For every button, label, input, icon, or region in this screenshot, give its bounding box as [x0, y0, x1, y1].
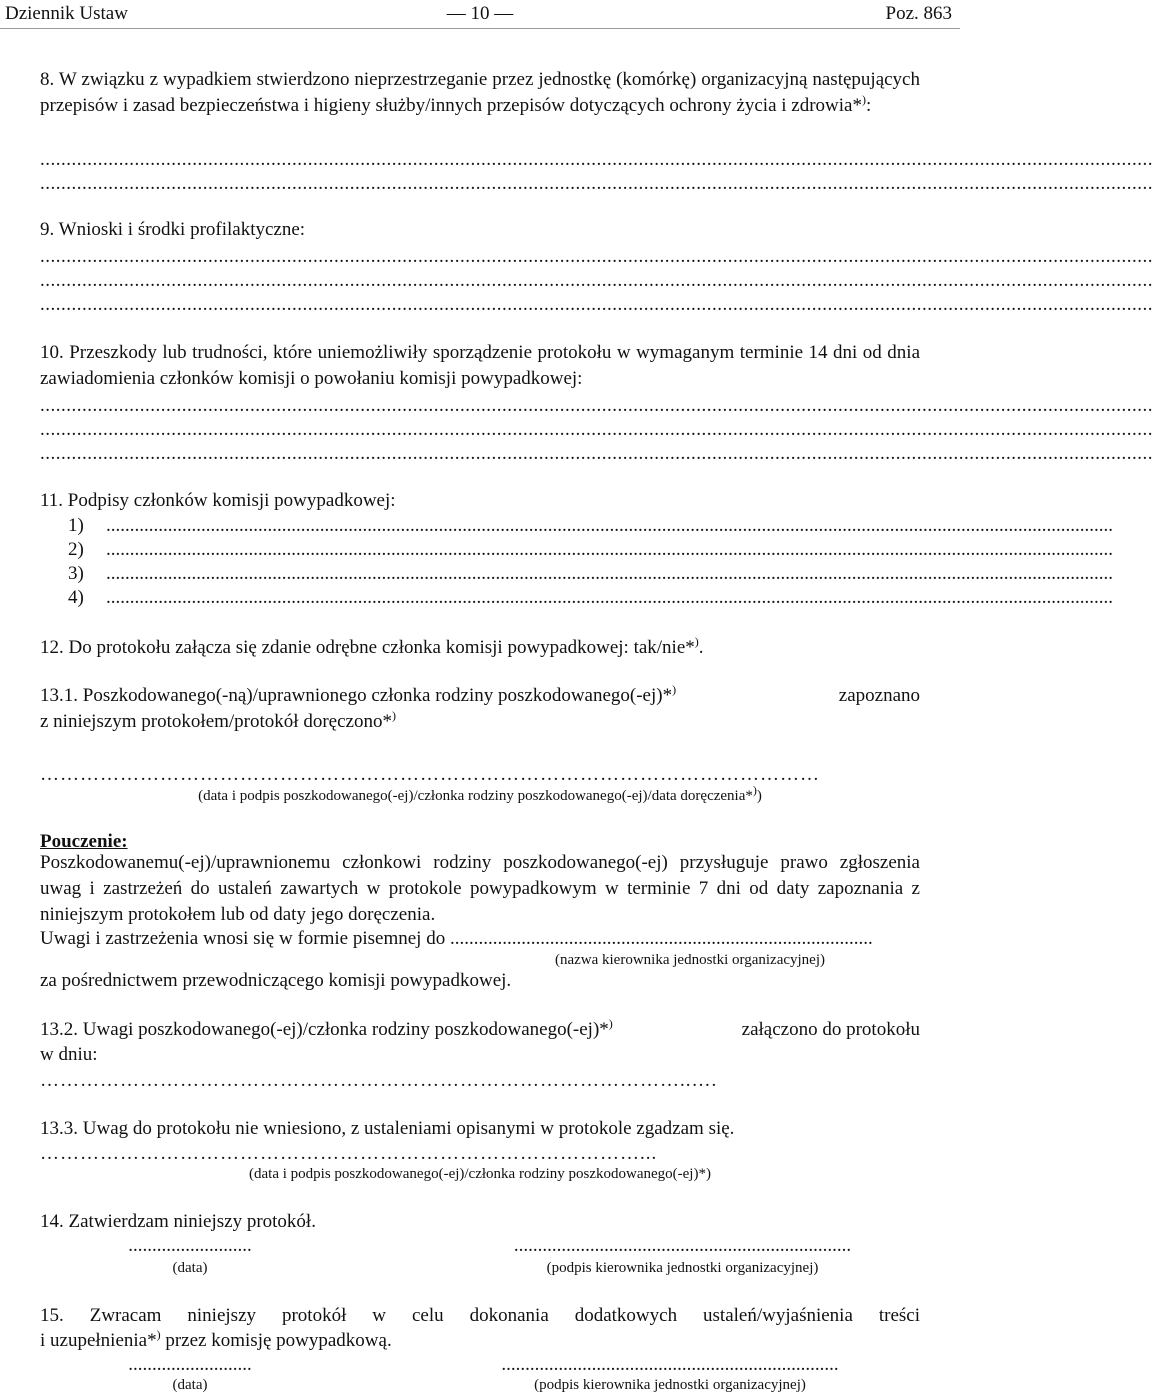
- item-number: 1): [68, 515, 84, 536]
- signature-ellipsis: ………………………………………………………………………………………………………: [40, 764, 820, 785]
- uwagi-text: Uwagi i zastrzeżenia wnosi się w formie pisemnej do: [40, 928, 446, 949]
- section-12-period: .: [698, 637, 704, 658]
- footnote-marker: ): [861, 92, 866, 107]
- fill-line: ....................................................................................................................................................................................................................: [40, 419, 1153, 440]
- section-13-1-line1: [40, 683, 920, 709]
- section-8-colon: :: [865, 95, 872, 116]
- date-ellipsis: ……………………………………………………………………………………..….: [40, 1070, 718, 1091]
- section-14: 14. Zatwierdzam niniejszy protokół.: [40, 1211, 316, 1232]
- fill-dots: .........................................................................................: [449, 928, 873, 949]
- header-divider: [0, 28, 960, 29]
- section-13-1-text2: z niniejszym protokołem/protokół doręczono*: [40, 711, 392, 732]
- section-13-1-tail: zapoznano: [838, 685, 920, 706]
- posrednictwo-text: za pośrednictwem przewodniczącego komisji powypadkowej.: [40, 970, 512, 991]
- fill-dots: ....................................................................................................................................................................................................................: [106, 539, 1113, 560]
- page-number: — 10 —: [446, 3, 514, 24]
- signature-caption: (podpis kierownika jednostki organizacyjnej): [534, 1377, 806, 1393]
- fill-line: ....................................................................................................................................................................................................................: [40, 443, 1153, 464]
- section-11-heading: 11. Podpisy członków komisji powypadkowej:: [40, 490, 396, 511]
- fill-line: ....................................................................................................................................................................................................................: [40, 173, 1153, 194]
- date-dots: ..........................: [128, 1235, 252, 1256]
- footnote-marker: ): [672, 682, 677, 697]
- section-13-3: 13.3. Uwag do protokołu nie wniesiono, z ustaleniami opisanymi w protokole zgadzam się.: [40, 1118, 735, 1139]
- section-13-2-text: 13.2. Uwagi poszkodowanego(-ej)/członka rodziny poszkodowanego(-ej)*: [40, 1019, 609, 1040]
- item-number: 4): [68, 587, 84, 608]
- fill-line: ....................................................................................................................................................................................................................: [40, 395, 1153, 416]
- pouczenie-text: Poszkodowanemu(-ej)/uprawnionemu członkowi rodziny poszkodowanego(-ej) przysługuje prawo zgłoszenia uwag i zastrzeżeń do ustaleń zawartych w protokole powypadkowym w terminie 7 dni od daty zapoznania z niniejszym protokołem lub od daty jego doręczenia.: [40, 852, 920, 925]
- footnote-marker: ): [391, 708, 396, 723]
- item-number: 3): [68, 563, 84, 584]
- signature-caption: [40, 1161, 920, 1187]
- date-dots: ..........................: [128, 1354, 252, 1375]
- caption-text: (data i podpis poszkodowanego(-ej)/członka rodziny poszkodowanego(-ej)/data doręczenia*: [198, 788, 753, 804]
- section-15-tail: przez komisję powypadkową.: [165, 1330, 392, 1351]
- section-13-1-text: 13.1. Poszkodowanego(-ną)/uprawnionego członka rodziny poszkodowanego(-ej)*: [40, 685, 673, 706]
- section-13-2-line1: [40, 1017, 920, 1043]
- signature-line-3: [68, 562, 1113, 586]
- section-13-2-line2: w dniu:: [40, 1044, 98, 1065]
- section-10: 10. Przeszkody lub trudności, które uniemożliwiły sporządzenie protokołu w wymaganym terminie 14 dni od dnia zawiadomienia członków komisji o powołaniu komisji powypadkowej:: [40, 342, 920, 389]
- signature-caption: (podpis kierownika jednostki organizacyjnej): [546, 1260, 819, 1276]
- section-15-line2: [40, 1328, 920, 1354]
- caption-text: (data i podpis poszkodowanego(-ej)/członka rodziny poszkodowanego(-ej)*: [249, 1166, 706, 1182]
- fill-dots: ....................................................................................................................................................................................................................: [106, 515, 1113, 536]
- signature-line-4: [68, 586, 1113, 610]
- section-12: [40, 635, 920, 661]
- pouczenie-title: Pouczenie:: [40, 831, 128, 852]
- section-15-text: i uzupełnienia*: [40, 1330, 157, 1351]
- section-15-line1: 15. Zwracam niniejszy protokół w celu dokonania dodatkowych ustaleń/wyjaśnienia treści: [40, 1305, 920, 1326]
- footnote-marker: ): [752, 783, 757, 797]
- section-13-2-tail: załączono do protokołu: [741, 1019, 920, 1040]
- section-8: [40, 67, 920, 119]
- item-number: 2): [68, 539, 84, 560]
- caption-close: ): [705, 1166, 711, 1182]
- section-12-text: 12. Do protokołu załącza się zdanie odrębne członka komisji powypadkowej: tak/nie*: [40, 637, 695, 658]
- footnote-marker: ): [608, 1016, 613, 1031]
- uwagi-caption: (nazwa kierownika jednostki organizacyjnej): [554, 952, 826, 968]
- fill-line: ....................................................................................................................................................................................................................: [40, 270, 1153, 291]
- section-8-text: 8. W związku z wypadkiem stwierdzono nieprzestrzeganie przez jednostkę (komórkę) organizacyjną następujących przepisów i zasad bezpieczeństwa i higieny służby/innych przepisów dotyczących ochrony życia i zdrowia*: [40, 69, 920, 116]
- signature-dots: .......................................................................: [513, 1235, 852, 1256]
- signature-ellipsis: ………………………………………………………………………………...: [40, 1143, 658, 1164]
- caption-close: ): [756, 788, 762, 804]
- signature-line-1: [68, 514, 1113, 538]
- section-13-1-line2: [40, 709, 920, 735]
- footnote-marker: ): [156, 1327, 161, 1342]
- signature-caption: [40, 783, 920, 809]
- fill-line: ....................................................................................................................................................................................................................: [40, 246, 1153, 267]
- date-caption: (data): [172, 1377, 208, 1393]
- fill-dots: ....................................................................................................................................................................................................................: [106, 563, 1113, 584]
- signature-dots: .......................................................................: [501, 1354, 839, 1375]
- signature-line-2: [68, 538, 1113, 562]
- date-caption: (data): [172, 1260, 208, 1276]
- footnote-marker: ): [694, 634, 699, 649]
- section-9-heading: 9. Wnioski i środki profilaktyczne:: [40, 219, 306, 240]
- fill-line: ....................................................................................................................................................................................................................: [40, 149, 1153, 170]
- fill-dots: ....................................................................................................................................................................................................................: [106, 587, 1113, 608]
- journal-name: Dziennik Ustaw: [5, 3, 128, 24]
- fill-line: ....................................................................................................................................................................................................................: [40, 294, 1153, 315]
- position-number: Poz. 863: [885, 3, 952, 24]
